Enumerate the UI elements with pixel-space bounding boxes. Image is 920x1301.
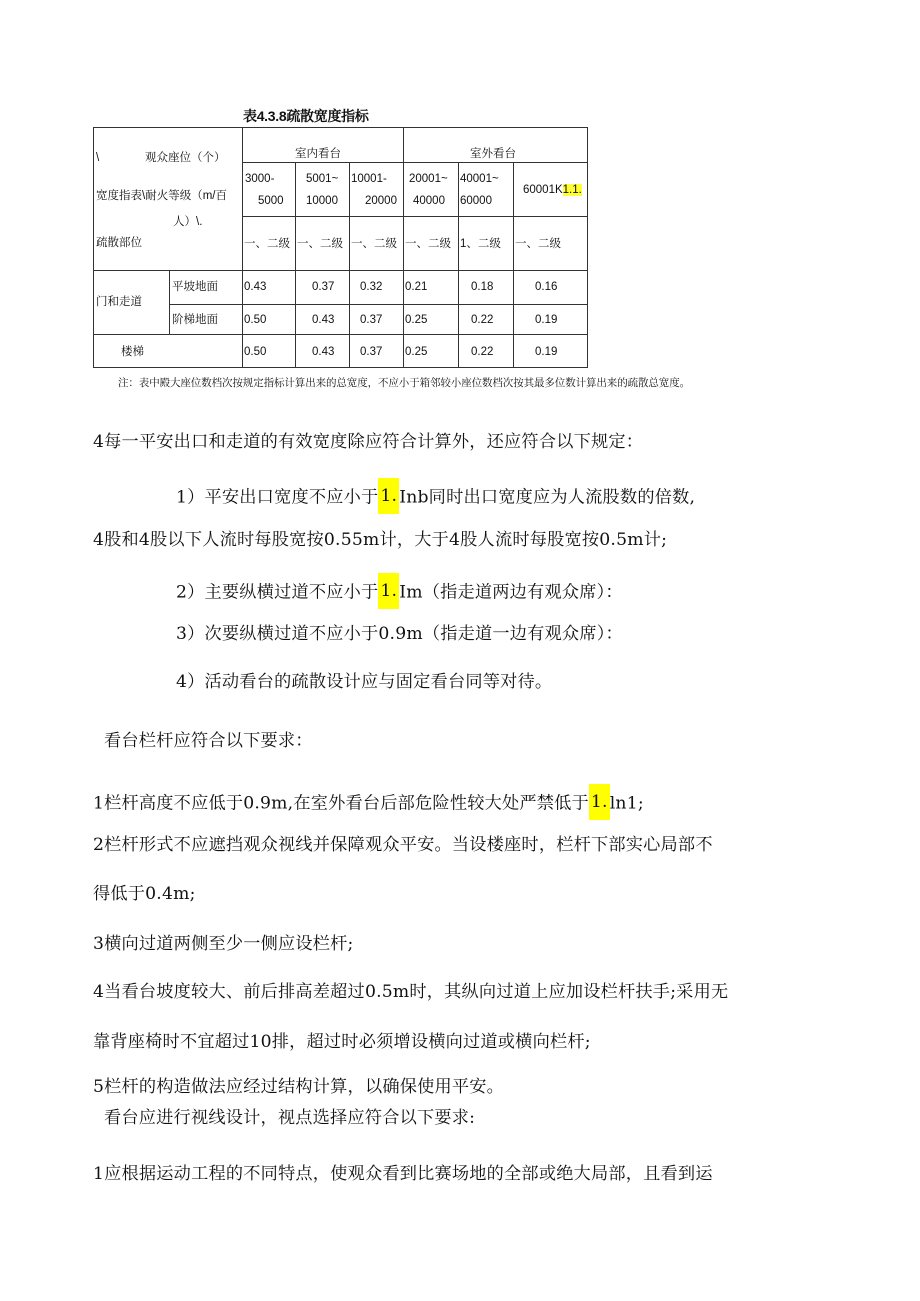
table-rule-c1 (242, 127, 243, 368)
row2-val-1: 0.50 (244, 314, 267, 326)
row-label-stairs: 楼梯 (121, 346, 144, 358)
row3-val-6: 0.19 (535, 346, 558, 358)
row3-val-4: 0.25 (405, 346, 428, 358)
range-4-end: 40000 (413, 195, 445, 207)
row2-val-6: 0.19 (535, 314, 558, 326)
table-rule-group (169, 270, 170, 334)
para-secondary-aisle: 3）次要纵横过道不应小于0.9m（指走道一边有观众席）： (176, 624, 623, 644)
grade-1: 一、二级 (244, 238, 290, 250)
range-5: 40001~ (460, 173, 499, 185)
range-6-highlight: 1.1. (562, 184, 582, 196)
row-label-stepped: 阶梯地面 (172, 314, 218, 326)
diag-header-seats: 观众座位（个） (145, 152, 226, 164)
para-movable-stand: 4）活动看台的疏散设计应与固定看台同等对待。 (176, 672, 553, 692)
table-rule-row1 (169, 304, 588, 305)
table-note: 注：表中殿大座位数档次按规定指标计算出来的总宽度，不应小于箱邻较小座位数档次按其最多位数计算出来的疏散总宽度。 (118, 377, 690, 389)
row1-val-4: 0.21 (405, 281, 428, 293)
grade-6: 一、二级 (515, 238, 561, 250)
header-outdoor: 室外看台 (470, 148, 516, 160)
grade-5: 1、二级 (460, 238, 501, 250)
para-railing-height (93, 786, 644, 822)
row3-val-5: 0.22 (471, 346, 494, 358)
para-main-aisle-b: Im（指走道两边有观众席）： (399, 582, 623, 603)
row2-val-2: 0.43 (312, 314, 335, 326)
table-border-top (93, 127, 588, 128)
highlight-mark: 1. (378, 573, 399, 609)
grade-4: 一、二级 (405, 238, 451, 250)
table-rule-c5 (458, 162, 459, 368)
para-main-aisle-a: 2）主要纵横过道不应小于 (176, 582, 379, 603)
table-rule-c3 (349, 162, 350, 368)
table-border-right (587, 127, 588, 368)
table-rule-c6 (513, 162, 514, 368)
section-railing-heading: 看台栏杆应符合以下要求： (104, 731, 313, 751)
header-indoor: 室内看台 (295, 148, 341, 160)
diag-header-width-unit: 人）\. (173, 216, 203, 228)
range-4: 20001~ (409, 173, 448, 185)
range-3-end: 20000 (365, 195, 397, 207)
section-sightline-heading: 看台应进行视线设计，视点选择应符合以下要求: (104, 1108, 476, 1128)
table-rule-ranges (242, 216, 588, 217)
row-label-flat: 平坡地面 (172, 281, 218, 293)
para-cross-aisle-railing: 3横向过道两侧至少一侧应设栏杆; (93, 934, 354, 954)
grade-3: 一、二级 (351, 238, 397, 250)
para-railing-form-cont: 得低于0.4m; (93, 884, 196, 904)
row1-val-2: 0.37 (312, 281, 335, 293)
para-exit-width-rules: 4每一平安出口和走道的有效宽度除应符合计算外，还应符合以下规定： (93, 432, 644, 452)
row3-val-2: 0.43 (312, 346, 335, 358)
row2-val-3: 0.37 (360, 314, 383, 326)
diag-header-width: 宽度指表\耐火等级（m/百 (96, 190, 227, 202)
row1-val-1: 0.43 (244, 281, 267, 293)
para-railing-height-a: 1栏杆高度不应低于0.9m,在室外看台后部危险性较大处严禁低于 (93, 793, 589, 814)
diag-backslash: \ (96, 152, 100, 164)
range-3: 10001- (351, 173, 387, 185)
para-railing-height-b: ln1; (609, 793, 644, 814)
row3-val-1: 0.50 (244, 346, 267, 358)
row3-val-3: 0.37 (360, 346, 383, 358)
para-sightline-viewpoint: 1应根据运动工程的不同特点，使观众看到比赛场地的全部或绝大局部，且看到运 (93, 1164, 713, 1184)
range-6: 60001K1.1. (523, 184, 582, 196)
table-border-left (93, 127, 94, 368)
row2-val-5: 0.22 (471, 314, 494, 326)
grade-2: 一、二级 (297, 238, 343, 250)
diag-header-location: 疏散部位 (96, 237, 142, 249)
para-railing-structure: 5栏杆的构造做法应经过结构计算，以确保使用平安。 (93, 1077, 505, 1097)
para-safe-exit-width-b: Inb同时出口宽度应为人流股数的倍数, (399, 487, 696, 508)
range-5-end: 60000 (460, 195, 492, 207)
row1-val-5: 0.18 (471, 281, 494, 293)
range-1: 3000- (245, 173, 275, 185)
highlight-mark: 1. (378, 478, 399, 514)
para-slope-railing: 4当看台坡度较大、前后排高差超过0.5m时，其纵向过道上应加设栏杆扶手;采用无 (93, 982, 729, 1002)
row-group-doors-corridors: 门和走道 (96, 296, 142, 308)
para-safe-exit-width-a: 1）平安出口宽度不应小于 (176, 487, 379, 508)
table-rule-c4 (403, 127, 404, 368)
para-safe-exit-width (176, 480, 695, 516)
para-main-aisle (176, 575, 623, 611)
range-2-end: 10000 (306, 195, 338, 207)
table-rule-indoor-outdoor (242, 162, 588, 163)
row2-val-4: 0.25 (405, 314, 428, 326)
para-railing-form: 2栏杆形式不应遮挡观众视线并保障观众平安。当设楼座时，栏杆下部实心局部不 (93, 835, 713, 855)
table-rule-c2 (295, 162, 296, 368)
para-slope-railing-cont: 靠背座椅时不宜超过10排，超过时必须增设横向过道或横向栏杆; (93, 1032, 591, 1052)
row1-val-6: 0.16 (535, 281, 558, 293)
range-1-end: 5000 (258, 195, 284, 207)
evacuation-width-table (93, 127, 588, 368)
row1-val-3: 0.32 (360, 281, 383, 293)
range-2: 5001~ (306, 173, 339, 185)
para-stream-width: 4股和4股以下人流时每股宽按0.55m计，大于4股人流时每股宽按0.5m计; (93, 530, 668, 550)
highlight-mark: 1. (589, 784, 610, 820)
table-title: 表4.3.8疏散宽度指标 (243, 108, 369, 124)
